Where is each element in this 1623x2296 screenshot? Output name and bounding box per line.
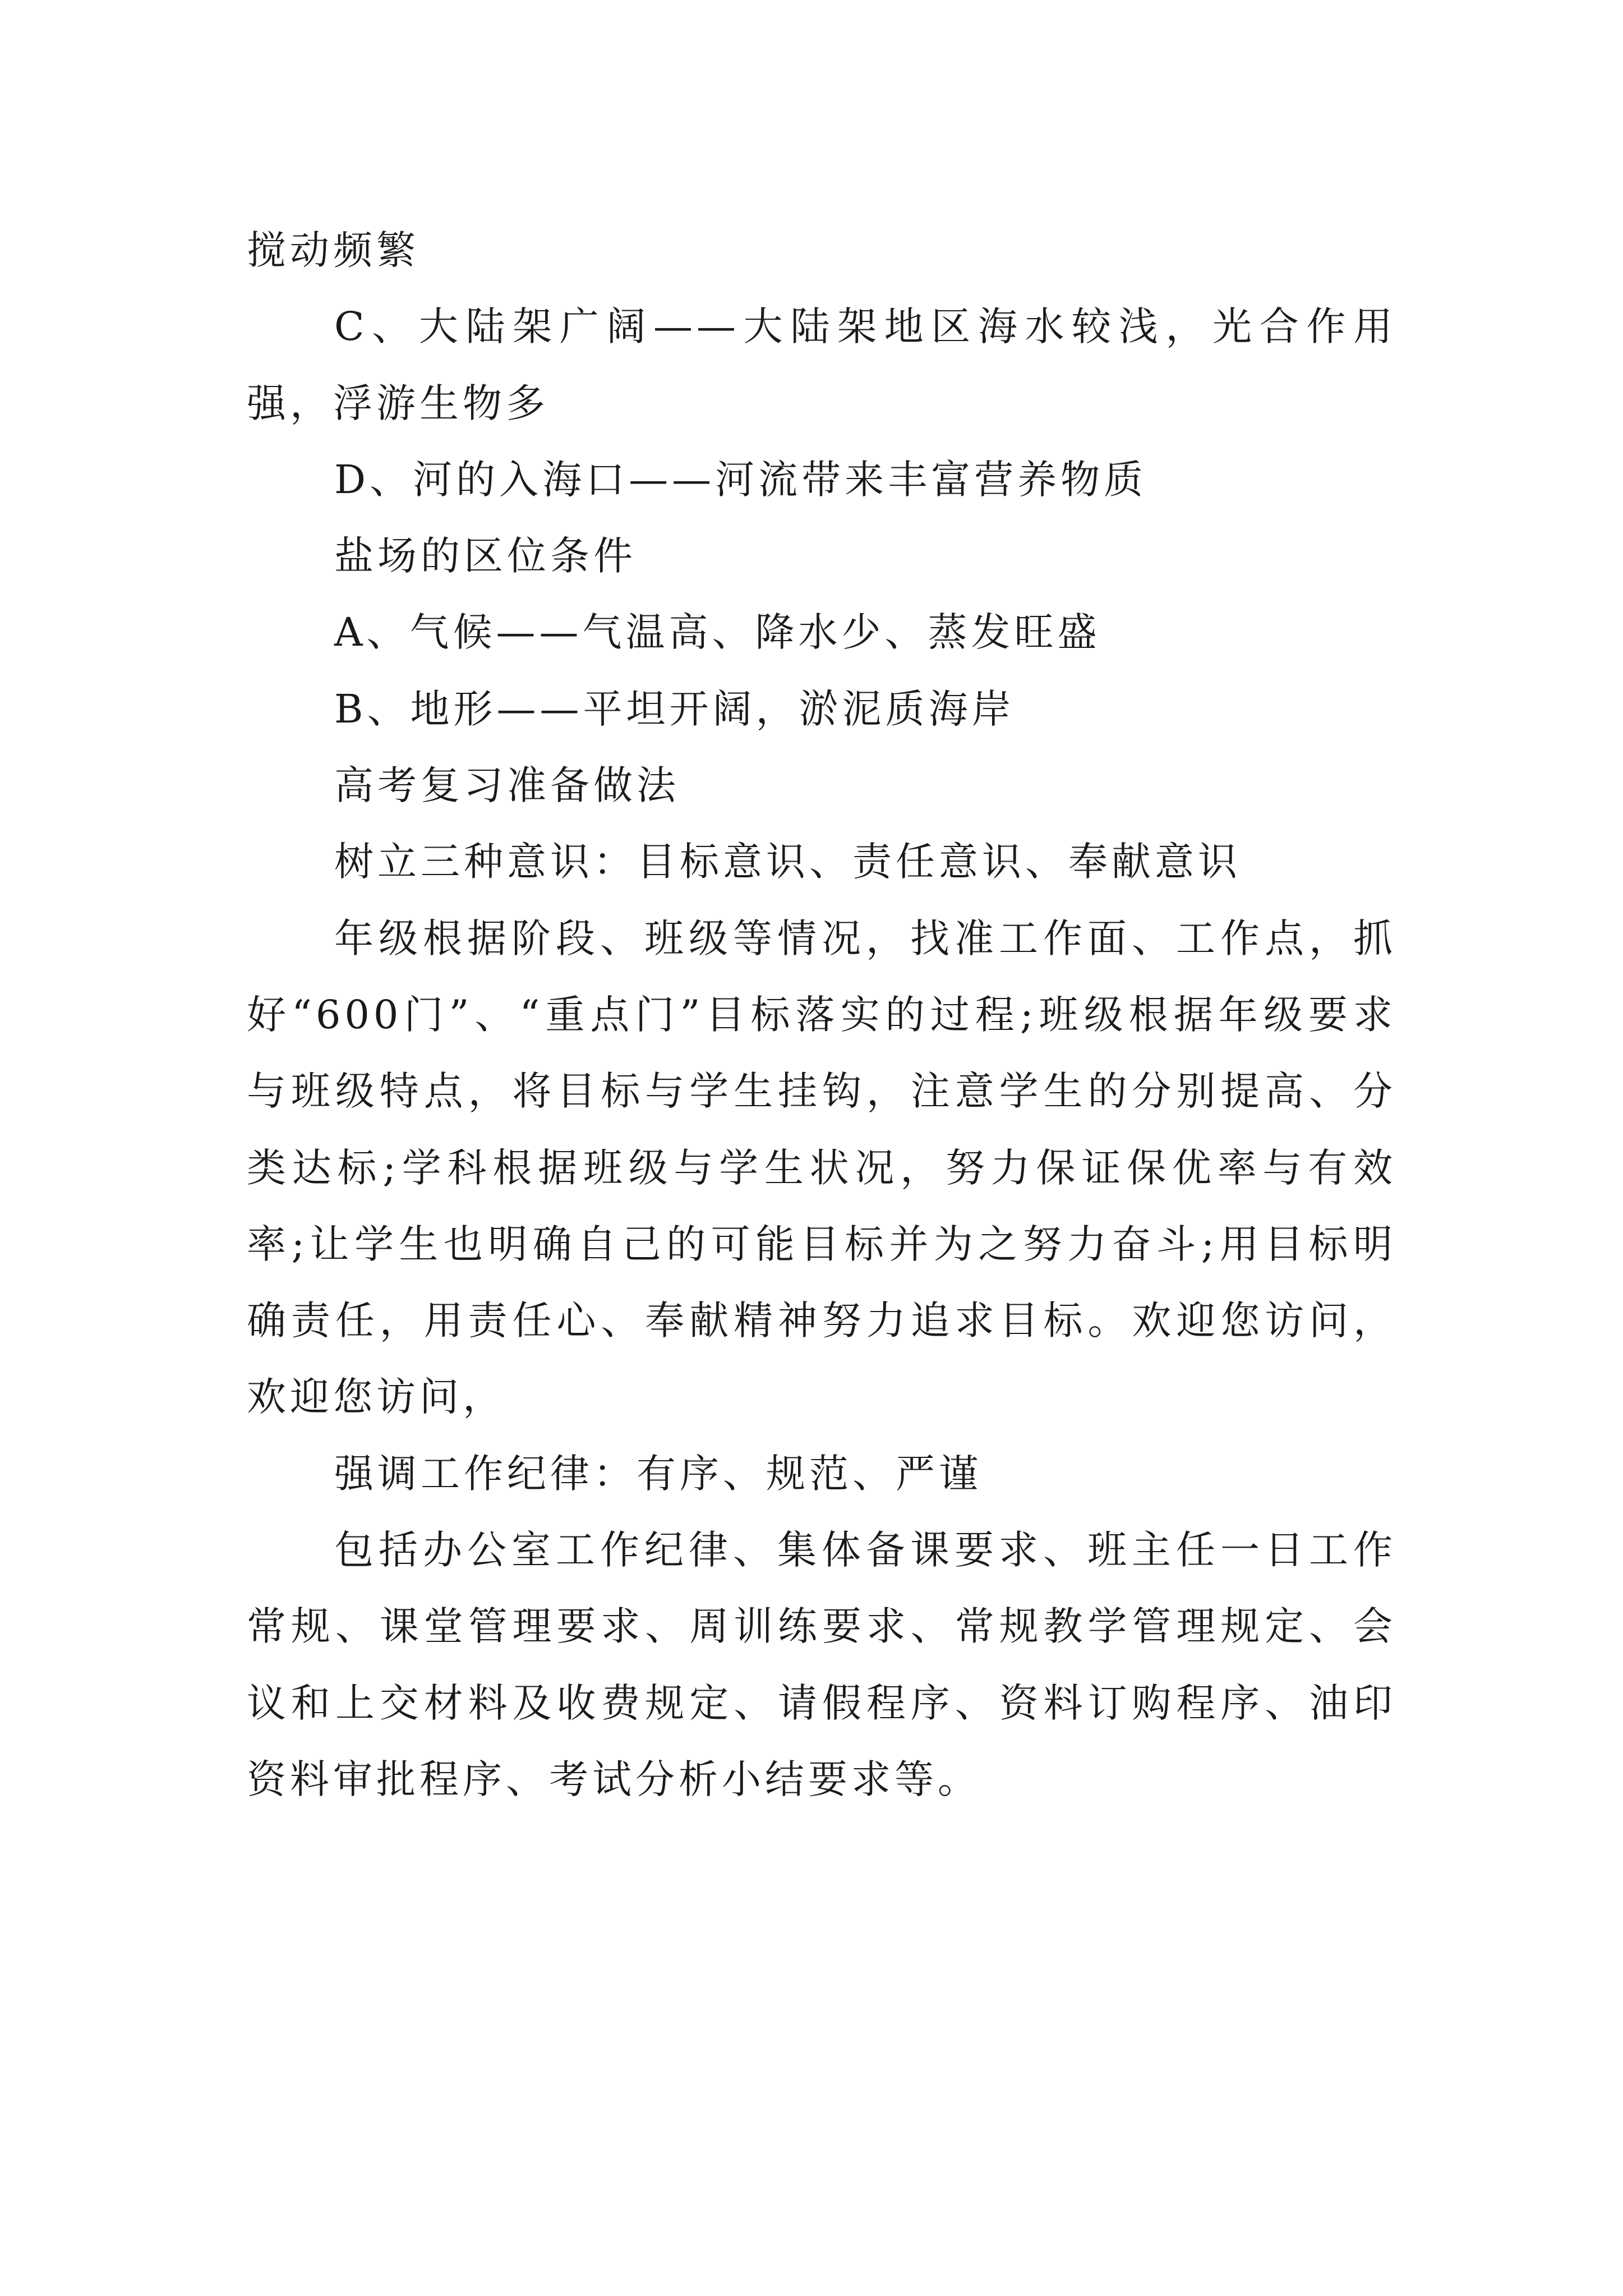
paragraph-10: 强调工作纪律：有序、规范、严谨	[334, 1450, 982, 1497]
paragraph-1: 搅动频繁	[247, 227, 419, 273]
document-body	[247, 212, 1396, 1818]
paragraph-11: 包括办公室工作纪律、集体备课要求、班主任一日工作常规、课堂管理要求、周训练要求、常规教学管理规定、会议和上交材料及收费规定、请假程序、资料订购程序、油印资料审批程序、考试分析小结要求等。	[247, 1527, 1396, 1802]
paragraph-9: 年级根据阶段、班级等情况，找准工作面、工作点，抓好“600门”、“重点门”目标落实的过程;班级根据年级要求与班级特点，将目标与学生挂钩，注意学生的分别提高、分类达标;学科根据班级与学生状况，努力保证保优率与有效率;让学生也明确自己的可能目标并为之努力奋斗;用目标明确责任，用责任心、奉献精神努力追求目标。欢迎您访问，欢迎您访问，	[247, 915, 1396, 1420]
paragraph-6: B、地形——平坦开阔，淤泥质海岸	[334, 685, 1015, 732]
paragraph-7: 高考复习准备做法	[334, 762, 680, 809]
paragraph-3: D、河的入海口——河流带来丰富营养物质	[334, 456, 1147, 503]
paragraph-8: 树立三种意识：目标意识、责任意识、奉献意识	[334, 839, 1241, 885]
paragraph-4: 盐场的区位条件	[334, 533, 637, 579]
paragraph-5: A、气候——气温高、降水少、蒸发旺盛	[334, 609, 1101, 656]
paragraph-2: C、大陆架广阔——大陆架地区海水较浅，光合作用强，浮游生物多	[247, 303, 1396, 426]
